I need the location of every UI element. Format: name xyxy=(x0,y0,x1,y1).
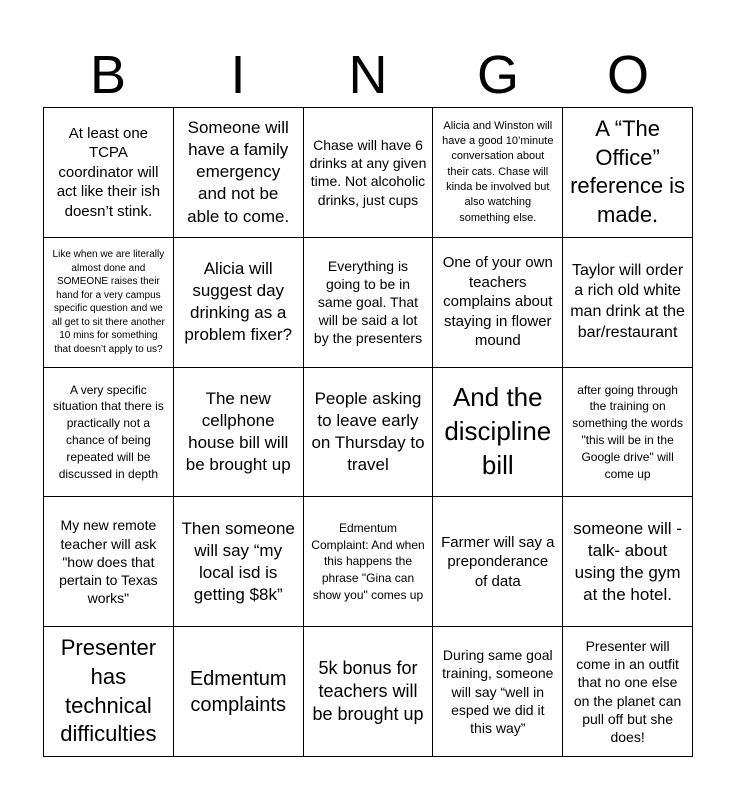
bingo-cell[interactable] xyxy=(433,497,563,627)
bingo-cell-text: Taylor will order a rich old white man drink at the bar/restaurant xyxy=(570,261,685,341)
header-letter-n: N xyxy=(348,45,388,105)
bingo-cell-text: A “The Office” reference is made. xyxy=(570,116,686,227)
bingo-cell[interactable] xyxy=(433,108,563,238)
bingo-card-grid xyxy=(43,107,693,757)
bingo-cell[interactable] xyxy=(563,368,693,498)
bingo-cell[interactable] xyxy=(44,497,174,627)
header-letter-i: I xyxy=(230,45,246,105)
bingo-cell[interactable] xyxy=(174,497,304,627)
bingo-cell-text: During same goal training, someone will say “well in esped we did it this way” xyxy=(442,647,554,736)
bingo-cell[interactable] xyxy=(44,627,174,757)
bingo-cell-text: My new remote teacher will ask "how does that pertain to Texas works" xyxy=(59,517,158,607)
bingo-cell-text: Edmentum Complaint: And when this happens the phrase "Gina can show you" comes up xyxy=(311,520,425,602)
bingo-cell-text: Presenter will come in an outfit that no one else on the planet can pull off but she does! xyxy=(573,638,682,745)
bingo-cell-text: At least one TCPA coordinator will act like their ish doesn’t stink. xyxy=(56,124,161,220)
header-letter-b: B xyxy=(89,45,127,105)
bingo-cell[interactable] xyxy=(44,368,174,498)
bingo-cell-text: A very specific situation that there is practically not a chance of being repeated will be discussed in depth xyxy=(53,382,164,481)
bingo-cell-text: Presenter has technical difficulties xyxy=(60,635,157,747)
bingo-cell[interactable] xyxy=(174,368,304,498)
bingo-cell[interactable] xyxy=(433,368,563,498)
bingo-header xyxy=(43,44,693,106)
bingo-cell[interactable] xyxy=(44,108,174,238)
bingo-cell[interactable] xyxy=(563,497,693,627)
bingo-cell-text: Farmer will say a preponderance of data xyxy=(441,533,555,590)
bingo-cell-text: Like when we are literally almost done and SOMEONE raises their hand for a very campus specific question and we all get to sit there another 10 mins for something that doesn’t apply to us? xyxy=(51,249,165,355)
bingo-cell[interactable] xyxy=(174,108,304,238)
bingo-cell[interactable] xyxy=(304,368,434,498)
bingo-cell[interactable] xyxy=(174,238,304,368)
bingo-cell-text: Chase will have 6 drinks at any given time. Not alcoholic drinks, just cups xyxy=(309,137,427,208)
bingo-cell[interactable] xyxy=(304,108,434,238)
bingo-cell-text: Alicia and Winston will have a good 10’minute conversation about their cats. Chase will kinda be involved but also watching something else. xyxy=(442,119,554,224)
bingo-cell-text: Someone will have a family emergency and not be able to come. xyxy=(187,118,290,226)
bingo-cell-text: The new cellphone house bill will be brought up xyxy=(185,388,291,475)
bingo-cell-text: Then someone will say “my local isd is getting $8k” xyxy=(181,518,295,604)
bingo-cell-text: People asking to leave early on Thursday to travel xyxy=(311,388,425,475)
bingo-cell[interactable] xyxy=(563,108,693,238)
bingo-cell[interactable] xyxy=(304,238,434,368)
header-letter-g: G xyxy=(476,45,519,105)
bingo-cell[interactable] xyxy=(433,627,563,757)
bingo-cell-text: someone will -talk- about using the gym at the hotel. xyxy=(573,518,682,604)
bingo-cell-text: 5k bonus for teachers will be brought up xyxy=(312,657,424,725)
bingo-cell[interactable] xyxy=(44,238,174,368)
bingo-cell[interactable] xyxy=(304,497,434,627)
bingo-cell[interactable] xyxy=(174,627,304,757)
bingo-cell[interactable] xyxy=(433,238,563,368)
bingo-cell[interactable] xyxy=(563,627,693,757)
bingo-cell[interactable] xyxy=(563,238,693,368)
bingo-cell[interactable] xyxy=(304,627,434,757)
header-letter-o: O xyxy=(606,45,649,105)
bingo-cell-text: One of your own teachers complains about staying in flower mound xyxy=(442,254,553,350)
bingo-cell-text: after going through the training on something the words "this will be in the Google drive" will come up xyxy=(572,382,683,481)
bingo-cell-text: Edmentum complaints xyxy=(189,667,287,716)
bingo-cell-text: Everything is going to be in same goal. That will be said a lot by the presenters xyxy=(313,257,423,347)
bingo-cell-text: Alicia will suggest day drinking as a problem fixer? xyxy=(184,259,293,345)
bingo-cell-text: And the discipline bill xyxy=(444,382,552,480)
